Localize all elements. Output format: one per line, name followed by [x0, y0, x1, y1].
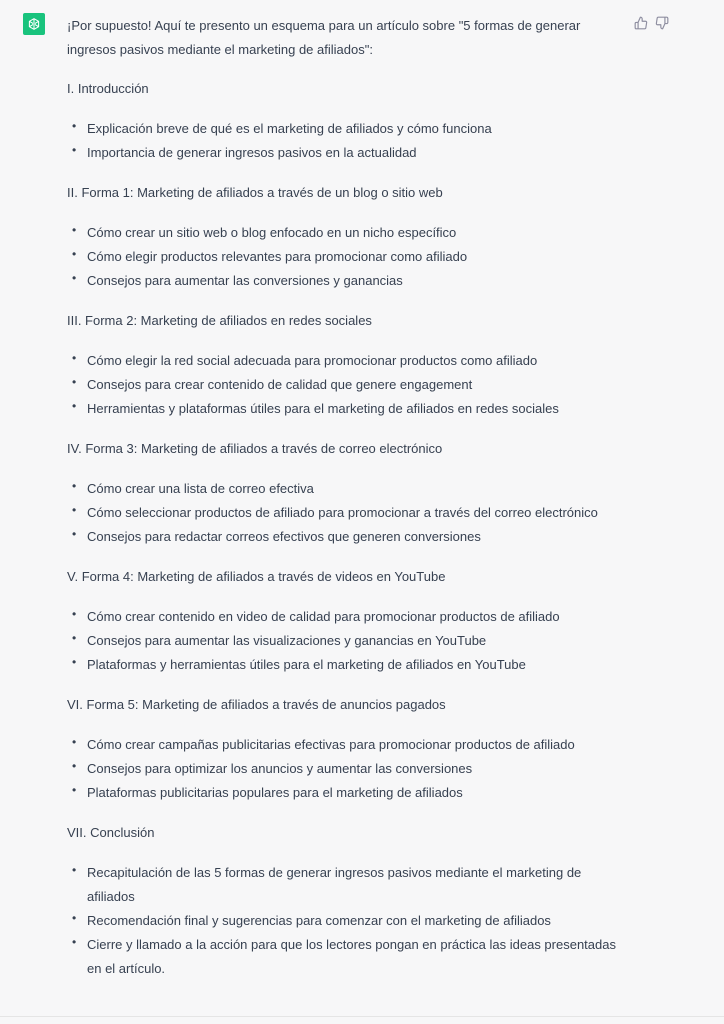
- list-item: • Explicación breve de qué es el marketing de afiliados y cómo funciona: [67, 117, 627, 141]
- list-item: • Cómo crear contenido en video de calidad para promocionar productos de afiliado: [67, 605, 627, 629]
- bullet-list: [67, 349, 627, 421]
- response-intro: ¡Por supuesto! Aquí te presento un esquema para un artículo sobre "5 formas de generar ingresos pasivos mediante el marketing de afiliados":: [67, 18, 581, 57]
- list-item: • Cierre y llamado a la acción para que los lectores pongan en práctica las ideas presentadas en el artículo.: [67, 933, 627, 981]
- bullet-list: [67, 117, 627, 165]
- thumbs-up-icon: [634, 16, 648, 30]
- list-item: • Consejos para optimizar los anuncios y aumentar las conversiones: [67, 757, 627, 781]
- list-item: • Recapitulación de las 5 formas de generar ingresos pasivos mediante el marketing de afiliados: [67, 861, 627, 909]
- list-item: • Plataformas publicitarias populares para el marketing de afiliados: [67, 781, 627, 805]
- section-heading: I. Introducción: [67, 81, 149, 96]
- list-item: • Recomendación final y sugerencias para comenzar con el marketing de afiliados: [67, 909, 627, 933]
- openai-logo-icon: [26, 16, 42, 32]
- thumbs-down-icon: [655, 16, 669, 30]
- list-item: • Cómo elegir productos relevantes para promocionar como afiliado: [67, 245, 627, 269]
- assistant-avatar: [23, 13, 45, 35]
- bullet-list: [67, 477, 627, 549]
- response-content: [67, 14, 627, 997]
- section-heading: II. Forma 1: Marketing de afiliados a través de un blog o sitio web: [67, 185, 443, 200]
- section-heading: VI. Forma 5: Marketing de afiliados a través de anuncios pagados: [67, 697, 446, 712]
- list-item: • Cómo seleccionar productos de afiliado para promocionar a través del correo electrónico: [67, 501, 627, 525]
- bullet-list: [67, 605, 627, 677]
- list-item: • Cómo crear una lista de correo efectiva: [67, 477, 627, 501]
- list-item: • Consejos para aumentar las conversiones y ganancias: [67, 269, 627, 293]
- list-item: • Consejos para aumentar las visualizaciones y ganancias en YouTube: [67, 629, 627, 653]
- section-heading: III. Forma 2: Marketing de afiliados en redes sociales: [67, 313, 372, 328]
- section-heading: V. Forma 4: Marketing de afiliados a través de videos en YouTube: [67, 569, 446, 584]
- list-item: • Herramientas y plataformas útiles para el marketing de afiliados en redes sociales: [67, 397, 627, 421]
- list-item: • Cómo crear un sitio web o blog enfocado en un nicho específico: [67, 221, 627, 245]
- section-heading: IV. Forma 3: Marketing de afiliados a través de correo electrónico: [67, 441, 443, 456]
- feedback-buttons: [633, 15, 669, 30]
- message-divider: [0, 1016, 724, 1017]
- list-item: • Cómo elegir la red social adecuada para promocionar productos como afiliado: [67, 349, 627, 373]
- thumbs-down-button[interactable]: [654, 15, 669, 30]
- list-item: • Plataformas y herramientas útiles para el marketing de afiliados en YouTube: [67, 653, 627, 677]
- list-item: • Consejos para crear contenido de calidad que genere engagement: [67, 373, 627, 397]
- bullet-list: [67, 221, 627, 293]
- list-item: • Consejos para redactar correos efectivos que generen conversiones: [67, 525, 627, 549]
- list-item: • Cómo crear campañas publicitarias efectivas para promocionar productos de afiliado: [67, 733, 627, 757]
- section-heading: VII. Conclusión: [67, 825, 155, 840]
- bullet-list: [67, 861, 627, 981]
- thumbs-up-button[interactable]: [633, 15, 648, 30]
- bullet-list: [67, 733, 627, 805]
- list-item: • Importancia de generar ingresos pasivos en la actualidad: [67, 141, 627, 165]
